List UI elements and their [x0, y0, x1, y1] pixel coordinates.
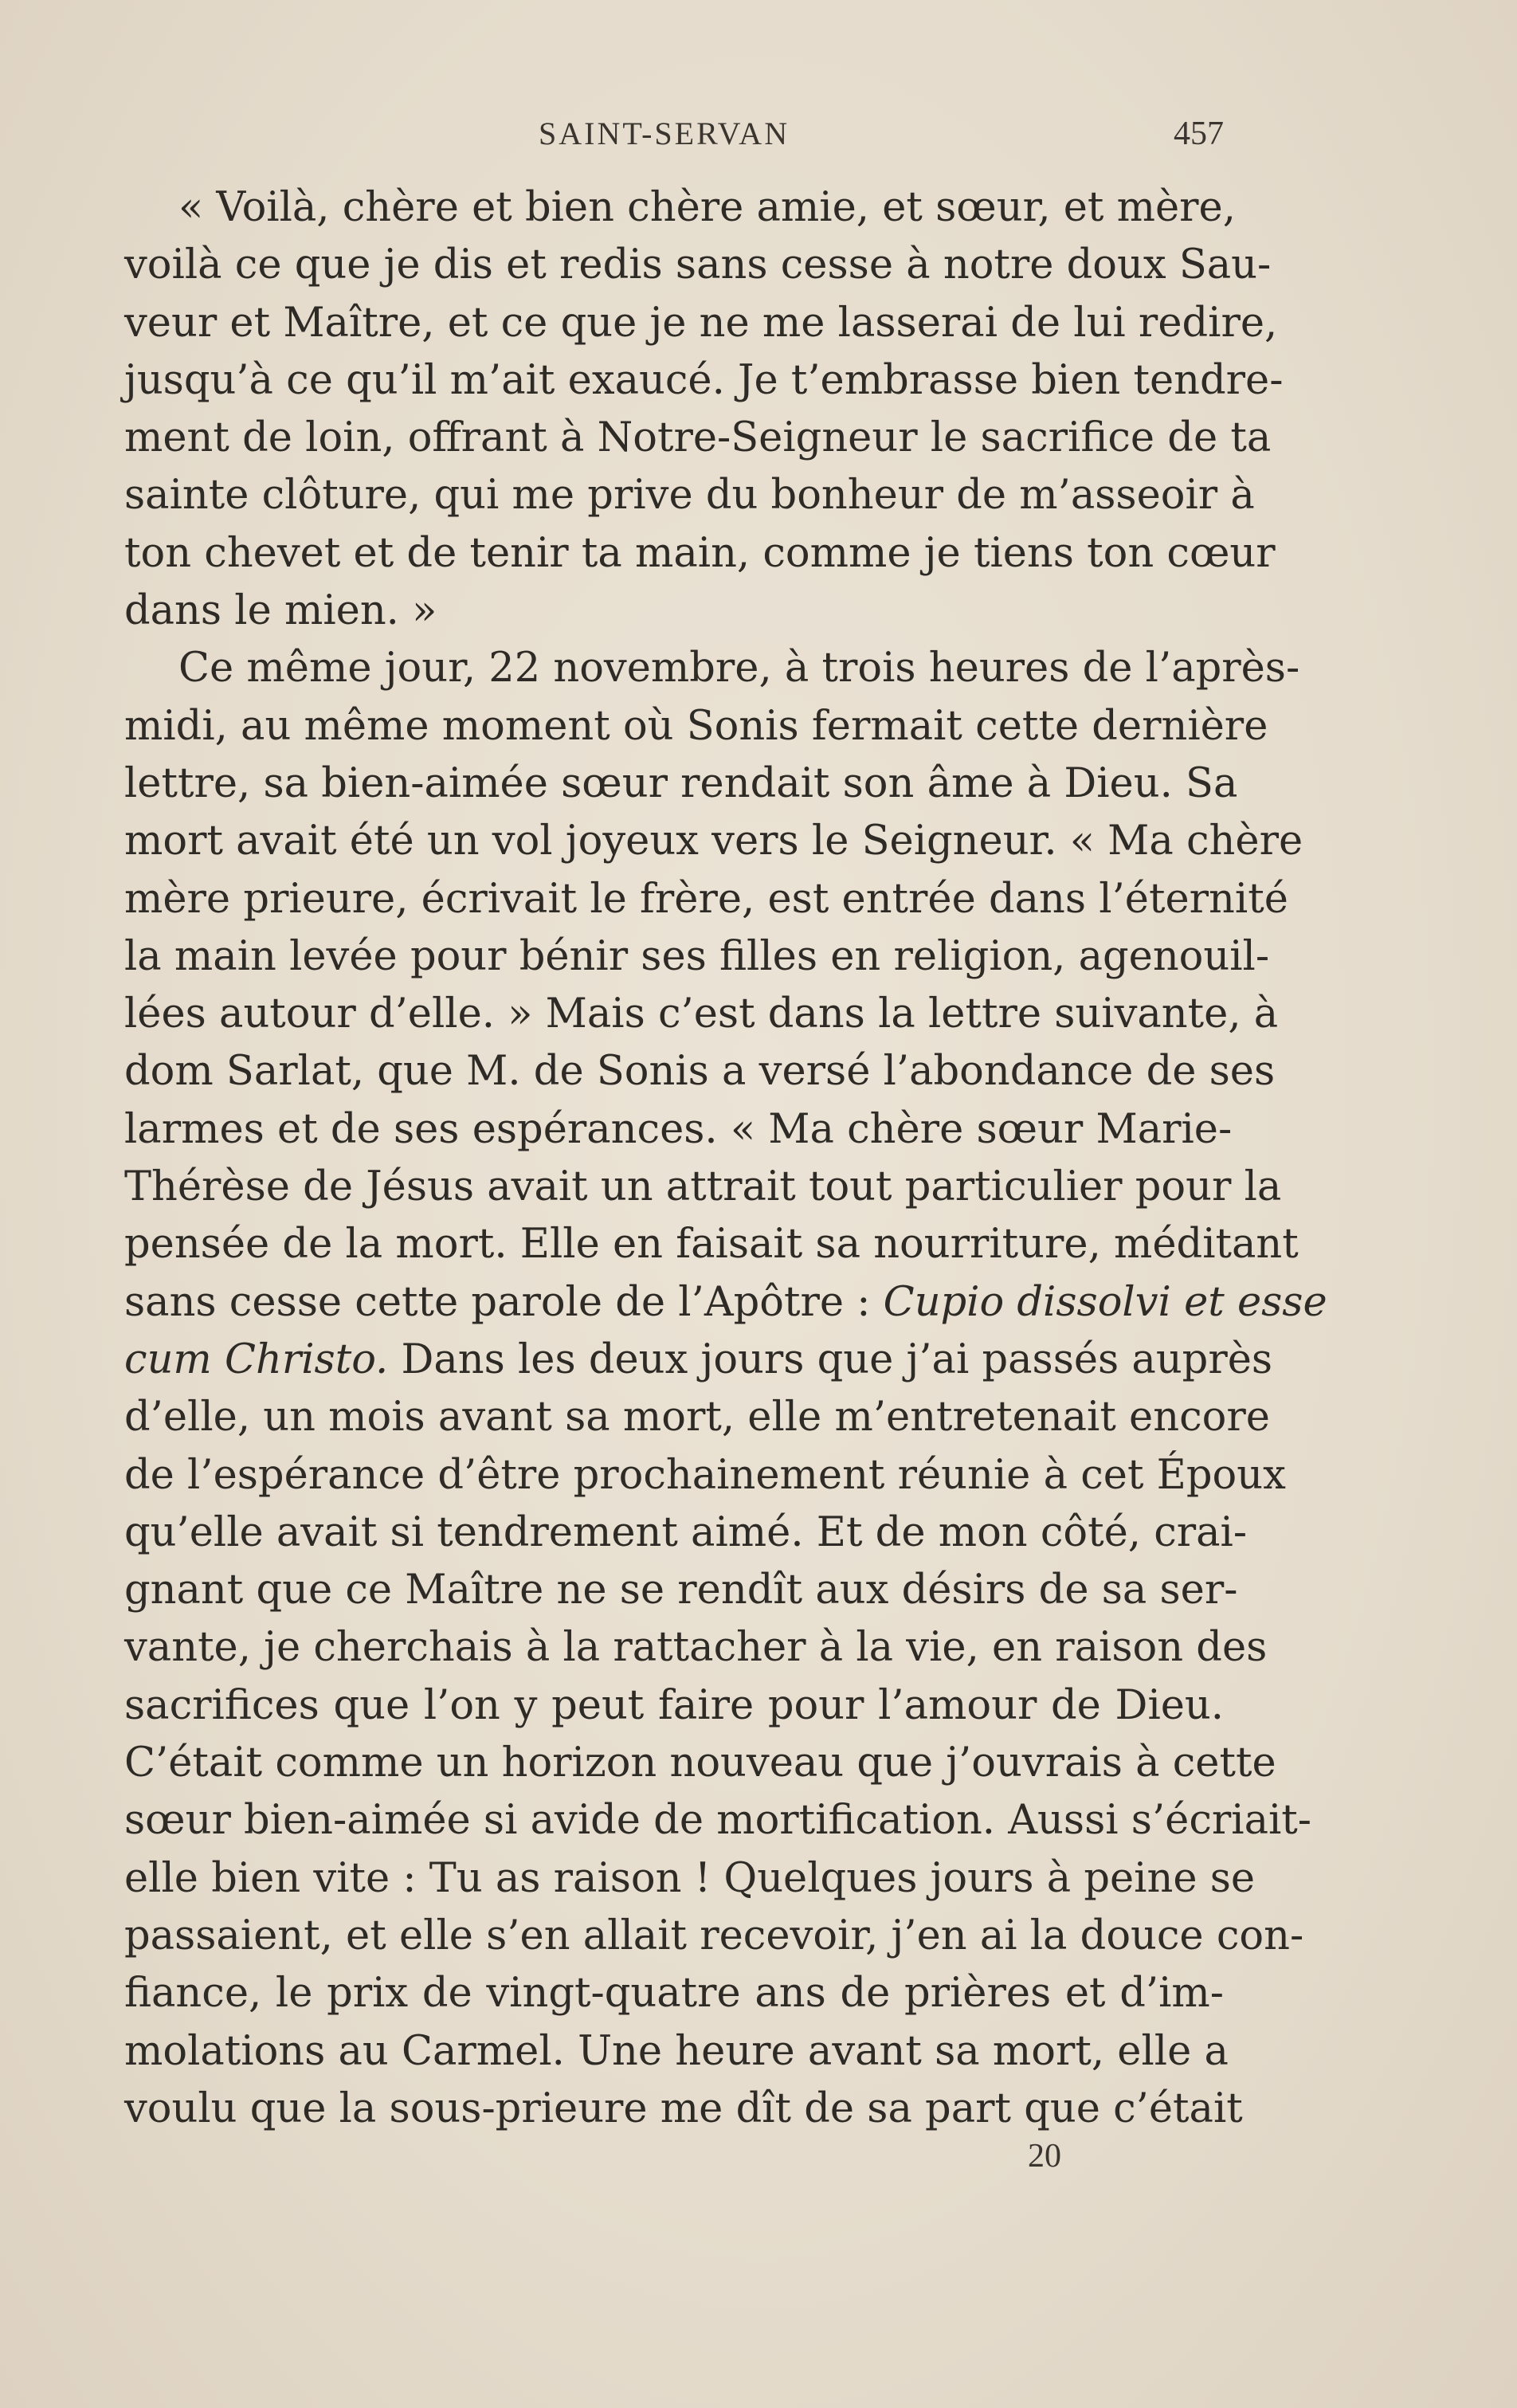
text-line: gnant que ce Maître ne se rendît aux désirs de sa ser-: [124, 1567, 1238, 1614]
text-line: mort avait été un vol joyeux vers le Seigneur. « Ma chère: [124, 818, 1303, 865]
text-line: sacrifices que l’on y peut faire pour l’amour de Dieu.: [124, 1681, 1224, 1729]
text-line: vante, je cherchais à la rattacher à la vie, en raison des: [124, 1624, 1268, 1672]
text-line: Thérèse de Jésus avait un attrait tout particulier pour la: [124, 1163, 1282, 1211]
text-line: elle bien vite : Tu as raison ! Quelques jours à peine se: [124, 1854, 1256, 1902]
body-text: [124, 179, 1327, 2138]
text-line: sœur bien-aimée si avide de mortification. Aussi s’écriait-: [124, 1797, 1312, 1845]
text-fragment: Dans les deux jours que j’ai passés auprès: [401, 1335, 1273, 1383]
text-line: dom Sarlat, que M. de Sonis a versé l’abondance de ses: [124, 1048, 1276, 1096]
text-line: passaient, et elle s’en allait recevoir, j’en ai la douce con-: [124, 1912, 1304, 1959]
text-line: jusqu’à ce qu’il m’ait exaucé. Je t’embrasse bien tendre-: [124, 356, 1284, 404]
text-line: Ce même jour, 22 novembre, à trois heures de l’après-: [178, 645, 1300, 692]
running-head: [124, 115, 1224, 155]
text-line: qu’elle avait si tendrement aimé. Et de mon côté, crai-: [124, 1508, 1248, 1556]
text-line: mère prieure, écrivait le frère, est entrée dans l’éternité: [124, 875, 1288, 923]
running-title: SAINT-SERVAN: [539, 116, 790, 151]
text-line: dans le mien. »: [124, 587, 437, 635]
text-line: lettre, sa bien-aimée sœur rendait son âme à Dieu. Sa: [124, 759, 1238, 807]
text-line-with-latin-quote: [124, 1274, 1327, 1331]
text-line: larmes et de ses espérances. « Ma chère sœur Marie-: [124, 1105, 1233, 1153]
text-line: d’elle, un mois avant sa mort, elle m’entretenait encore: [124, 1394, 1270, 1441]
text-line: sainte clôture, qui me prive du bonheur de m’asseoir à: [124, 472, 1255, 520]
text-line: pensée de la mort. Elle en faisait sa nourriture, méditant: [124, 1221, 1299, 1269]
text-line: voulu que la sous-prieure me dît de sa part que c’était: [124, 2084, 1243, 2132]
latin-quote-start: Cupio dissolvi et esse: [883, 1278, 1327, 1326]
text-line: de l’espérance d’être prochainement réunie à cet Époux: [124, 1451, 1286, 1499]
text-line: la main levée pour bénir ses filles en religion, agenouil-: [124, 932, 1270, 980]
text-line: C’était comme un horizon nouveau que j’ouvrais à cette: [124, 1739, 1276, 1787]
text-fragment: sans cesse cette parole de l’Apôtre :: [124, 1278, 871, 1326]
text-line: midi, au même moment où Sonis fermait cette dernière: [124, 702, 1268, 750]
text-line: molations au Carmel. Une heure avant sa mort, elle a: [124, 2027, 1229, 2075]
text-line: « Voilà, chère et bien chère amie, et sœur, et mère,: [178, 184, 1236, 231]
text-line: voilà ce que je dis et redis sans cesse à notre doux Sau-: [124, 241, 1272, 289]
latin-quote-end: cum Christo.: [124, 1335, 389, 1383]
signature-mark: 20: [1028, 2138, 1061, 2175]
text-line-with-latin-quote-end: [124, 1331, 1273, 1389]
page-number: 457: [1174, 116, 1224, 152]
text-line: lées autour d’elle. » Mais c’est dans la lettre suivante, à: [124, 990, 1279, 1038]
text-line: veur et Maître, et ce que je ne me lasserai de lui redire,: [124, 299, 1278, 347]
text-line: ment de loin, offrant à Notre-Seigneur le sacrifice de ta: [124, 414, 1272, 462]
text-line: fiance, le prix de vingt-quatre ans de prières et d’im-: [124, 1970, 1224, 2018]
text-line: ton chevet et de tenir ta main, comme je tiens ton cœur: [124, 529, 1276, 577]
